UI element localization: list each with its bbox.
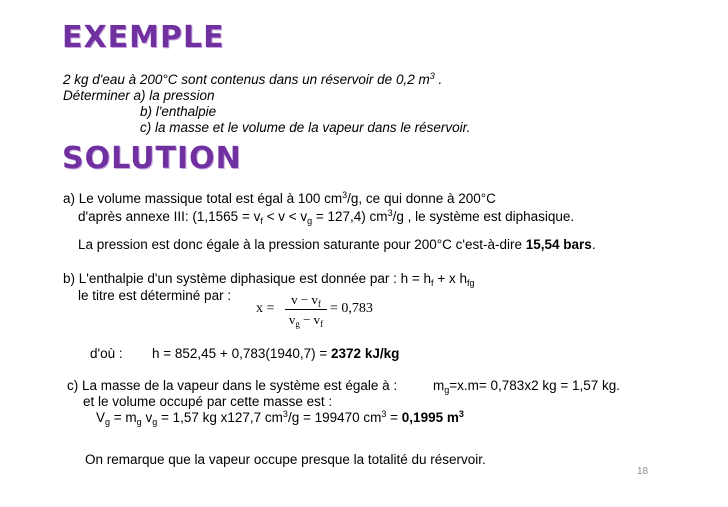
formula-denominator: $v_g - v_f$	[288, 312, 324, 329]
enthalpy-result: 2372 kJ/kg	[331, 346, 400, 361]
formula-rhs: = 0,783	[330, 301, 373, 316]
part-c-line-1: c) La masse de la vapeur dans le système est égale à :	[67, 378, 398, 393]
formula-numerator: $v - v_f$	[291, 292, 321, 309]
problem-line-2: Déterminer a) la pression	[63, 88, 215, 103]
problem-line-3: b) l'enthalpie	[140, 104, 217, 119]
solution-heading: SOLUTION	[62, 141, 242, 176]
part-a-line-2: d'après annexe III: $(1,1565 = v_f < v < v_g = 127,4)$ $cm^3/g$ , le système est diphasique.	[78, 208, 575, 226]
part-b-line-1: b) L'enthalpie d'un système diphasique est donnée par : $h = h_f + x$ $h_{fg}$	[63, 271, 475, 288]
part-b-label-dou: d'où :	[90, 346, 123, 361]
part-c-mass-result: $m_g=x.m= 0,783x2$ kg = 1,57 kg.	[433, 378, 620, 395]
part-c-volume-line: $V_g = m_g$ $v_g = 1,57$ kg x127,7 $cm^3/g = 199470$ $cm^3 = 0,1995$ $m^3$	[96, 409, 464, 427]
pressure-result: 15,54 bars	[525, 237, 592, 252]
problem-line-1: 2 kg d'eau à 200°C sont contenus dans un réservoir de 0,2 $m^3$ .	[63, 71, 443, 87]
part-a-result-line: La pression est donc égale à la pression saturante pour 200°C c'est-à-dire 15,54 bars.	[78, 237, 596, 252]
fraction-bar	[285, 309, 327, 310]
part-b-line-2: le titre est déterminé par :	[78, 288, 232, 303]
formula-lhs: x =	[256, 301, 275, 316]
part-c-line-2: et le volume occupé par cette masse est :	[83, 394, 333, 409]
part-b-result-line: h = 852,45 + 0,783(1940,7) = 2372 kJ/kg	[152, 346, 400, 361]
volume-result: 0,1995 $m^3$	[401, 409, 464, 425]
quality-formula	[256, 292, 386, 334]
part-a-line-1: a) Le volume massique total est égal à 100 $cm^3/g$, ce qui donne à 200°C	[63, 190, 496, 206]
page-number: 18	[637, 466, 649, 477]
exemple-heading: EXEMPLE	[62, 20, 225, 55]
problem-line-4: c) la masse et le volume de la vapeur dans le réservoir.	[140, 120, 471, 135]
conclusion-remark: On remarque que la vapeur occupe presque la totalité du réservoir.	[85, 452, 486, 467]
